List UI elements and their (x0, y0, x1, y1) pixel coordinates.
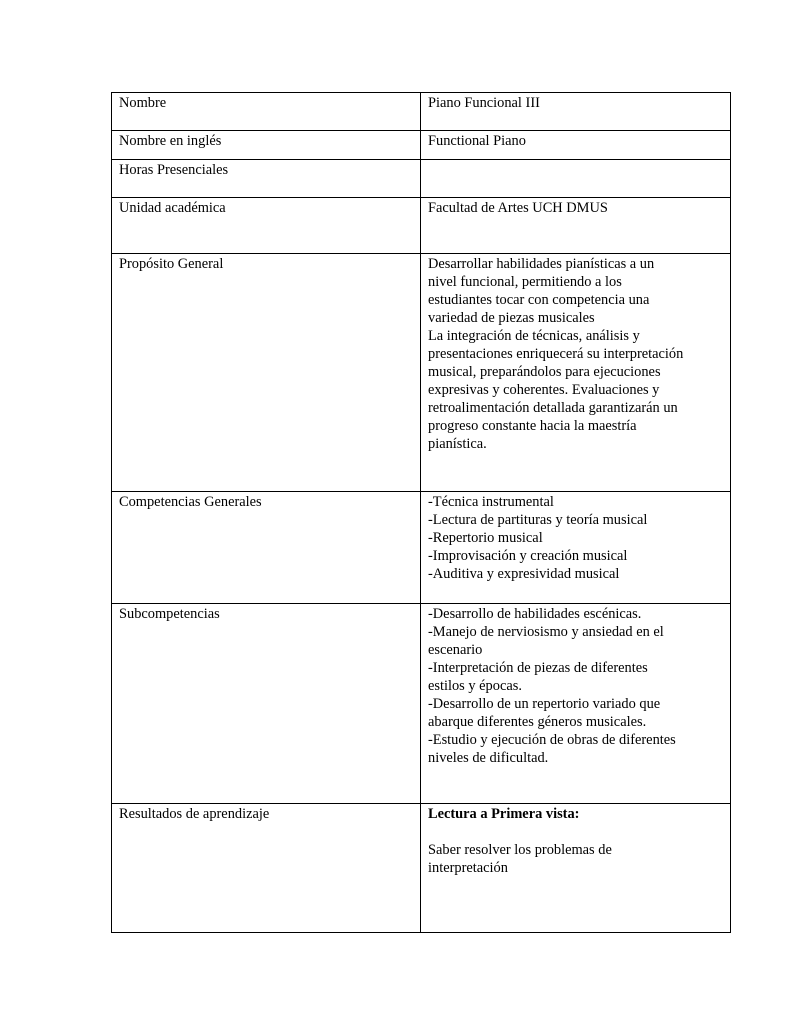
text-line: Desarrollar habilidades pianísticas a un (428, 256, 655, 272)
text-line: nivel funcional, permitiendo a los (428, 274, 622, 290)
english-name-value: Functional Piano (421, 131, 731, 160)
list-item: abarque diferentes géneros musicales. (428, 714, 647, 730)
text-line: pianística. (428, 436, 487, 452)
text-line: interpretación (428, 860, 508, 876)
row-label: Competencias Generales (112, 492, 421, 604)
list-item: -Manejo de nerviosismo y ansiedad en el (428, 624, 664, 640)
list-item: -Repertorio musical (428, 530, 543, 546)
table-row-proposito-general (112, 254, 731, 492)
course-name-value: Piano Funcional III (421, 93, 731, 131)
list-item: niveles de dificultad. (428, 750, 549, 766)
table-row-horas-presenciales (112, 160, 731, 198)
outcome-heading: Lectura a Primera vista: (428, 806, 580, 822)
text-line: progreso constante hacia la maestría (428, 418, 637, 434)
list-item: -Estudio y ejecución de obras de diferentes (428, 732, 676, 748)
table-row-nombre (112, 93, 731, 131)
text-line: presentaciones enriquecerá su interpretación (428, 346, 684, 362)
text-line: retroalimentación detallada garantizarán un (428, 400, 678, 416)
academic-unit-value: Facultad de Artes UCH DMUS (421, 198, 731, 254)
spacer (428, 823, 723, 841)
row-label: Propósito General (112, 254, 421, 492)
list-item: -Interpretación de piezas de diferentes (428, 660, 648, 676)
row-label: Subcompetencias (112, 604, 421, 804)
table-row-nombre-ingles (112, 131, 731, 160)
general-purpose-value (421, 254, 731, 492)
list-item: -Técnica instrumental (428, 494, 554, 510)
row-label: Nombre en inglés (112, 131, 421, 160)
subcompetencies-list (421, 604, 731, 804)
list-item: -Auditiva y expresividad musical (428, 566, 620, 582)
contact-hours-value (421, 160, 731, 198)
text-line: estudiantes tocar con competencia una (428, 292, 650, 308)
table-row-subcompetencias (112, 604, 731, 804)
row-label: Resultados de aprendizaje (112, 804, 421, 933)
general-competencies-list (421, 492, 731, 604)
row-label: Nombre (112, 93, 421, 131)
text-line: musical, preparándolos para ejecuciones (428, 364, 661, 380)
list-item: escenario (428, 642, 483, 658)
row-label: Unidad académica (112, 198, 421, 254)
list-item: -Improvisación y creación musical (428, 548, 628, 564)
text-line: variedad de piezas musicales (428, 310, 595, 326)
learning-outcomes-value (421, 804, 731, 933)
course-info-table (111, 92, 731, 933)
list-item: estilos y épocas. (428, 678, 522, 694)
table-row-competencias-generales (112, 492, 731, 604)
table-row-unidad-academica (112, 198, 731, 254)
row-label: Horas Presenciales (112, 160, 421, 198)
list-item: -Desarrollo de habilidades escénicas. (428, 606, 642, 622)
table-row-resultados-aprendizaje (112, 804, 731, 933)
list-item: -Lectura de partituras y teoría musical (428, 512, 648, 528)
text-line: La integración de técnicas, análisis y (428, 328, 640, 344)
text-line: expresivas y coherentes. Evaluaciones y (428, 382, 660, 398)
text-line: Saber resolver los problemas de (428, 842, 612, 858)
list-item: -Desarrollo de un repertorio variado que (428, 696, 661, 712)
